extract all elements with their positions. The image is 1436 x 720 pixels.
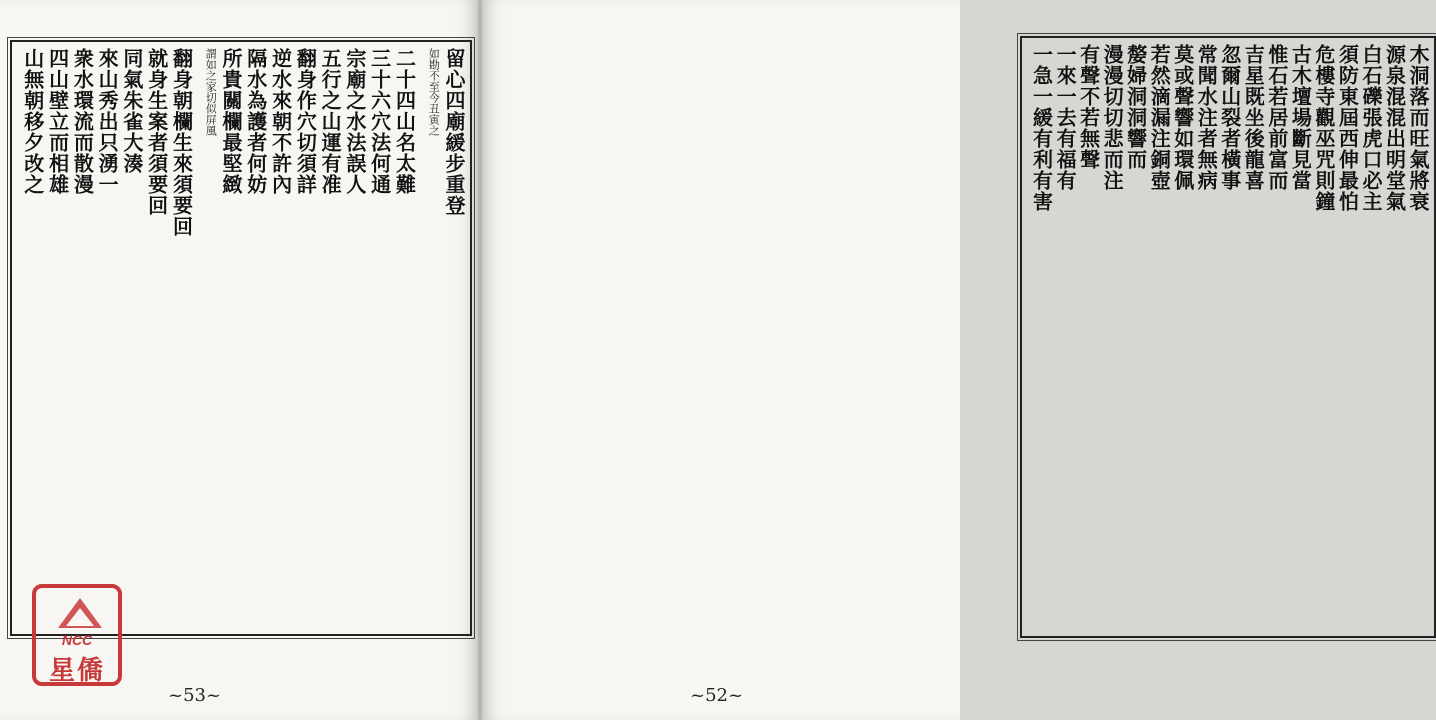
text-column: 嫠婦洞洞響而 [1123, 44, 1148, 170]
right-page [480, 0, 1430, 720]
annotation-column: 謂如之家切似屏風 [204, 48, 218, 136]
text-column: 漫漫切切悲而注 [1100, 44, 1125, 191]
annotation-column: 如勘不至今丑寅之 [427, 48, 441, 136]
text-column: 危樓寺觀巫咒則鐘 [1311, 44, 1336, 212]
book-gutter [478, 0, 482, 720]
text-column: 源泉混混出明堂氣 [1382, 44, 1407, 212]
text-column: 若然滴漏注銅壺 [1147, 44, 1172, 191]
left-page-frame [10, 40, 472, 636]
text-column: 白石礫張虎口必主 [1358, 44, 1383, 212]
text-column: 來山秀出只湧一 [95, 48, 120, 195]
stamp-triangle-inner-icon [66, 608, 94, 626]
text-column: 一急一緩有利有害 [1029, 44, 1054, 212]
ncc-stamp-logo [32, 584, 122, 686]
text-column: 翻身作穴切須詳 [293, 48, 318, 195]
text-column: 須防東屆西伸最怕 [1335, 44, 1360, 212]
text-column: 留心四廟緩步重登 [442, 48, 466, 216]
text-column: 宗廟之水法誤人 [342, 48, 367, 195]
stamp-latin-text: NCC [61, 632, 93, 648]
left-page [0, 0, 480, 720]
text-column: 五行之山運有准 [318, 48, 343, 195]
right-page-number: ~52~ [690, 685, 744, 706]
text-column: 四山壁立而相雄 [45, 48, 70, 195]
right-page-frame [1020, 36, 1436, 638]
text-column: 翻身朝欄生來須要回 [169, 48, 194, 237]
text-column: 忽爾山裂者橫事 [1217, 44, 1242, 191]
text-column: 同氣朱雀大湊 [119, 48, 144, 174]
text-column: 二十四山名太難 [392, 48, 417, 195]
text-column: 常聞水注者無病 [1194, 44, 1219, 191]
text-column: 木洞落而旺氣將衰 [1406, 44, 1430, 212]
text-column: 三十六穴法何通 [367, 48, 392, 195]
text-column: 隔水為護者何妨 [243, 48, 268, 195]
text-column: 就身生案者須要回 [144, 48, 169, 216]
text-column: 山無朝移夕改之 [20, 48, 45, 195]
text-column: 衆水環流而散漫 [70, 48, 95, 195]
text-column: 莫或聲響如環佩 [1170, 44, 1195, 191]
text-column: 惟石若居前富而 [1264, 44, 1289, 191]
text-column: 有聲不若無聲 [1076, 44, 1101, 170]
text-column: 逆水來朝不許內 [268, 48, 293, 195]
text-column: 古木壇場斷見當 [1288, 44, 1313, 191]
stamp-name-text: 星僑 [48, 656, 105, 686]
text-column: 一來一去有福有 [1053, 44, 1078, 191]
text-column: 吉星既坐後龍喜 [1241, 44, 1266, 191]
left-page-number: ~53~ [168, 685, 222, 706]
text-column: 所貴關欄最堅緻 [219, 48, 243, 195]
